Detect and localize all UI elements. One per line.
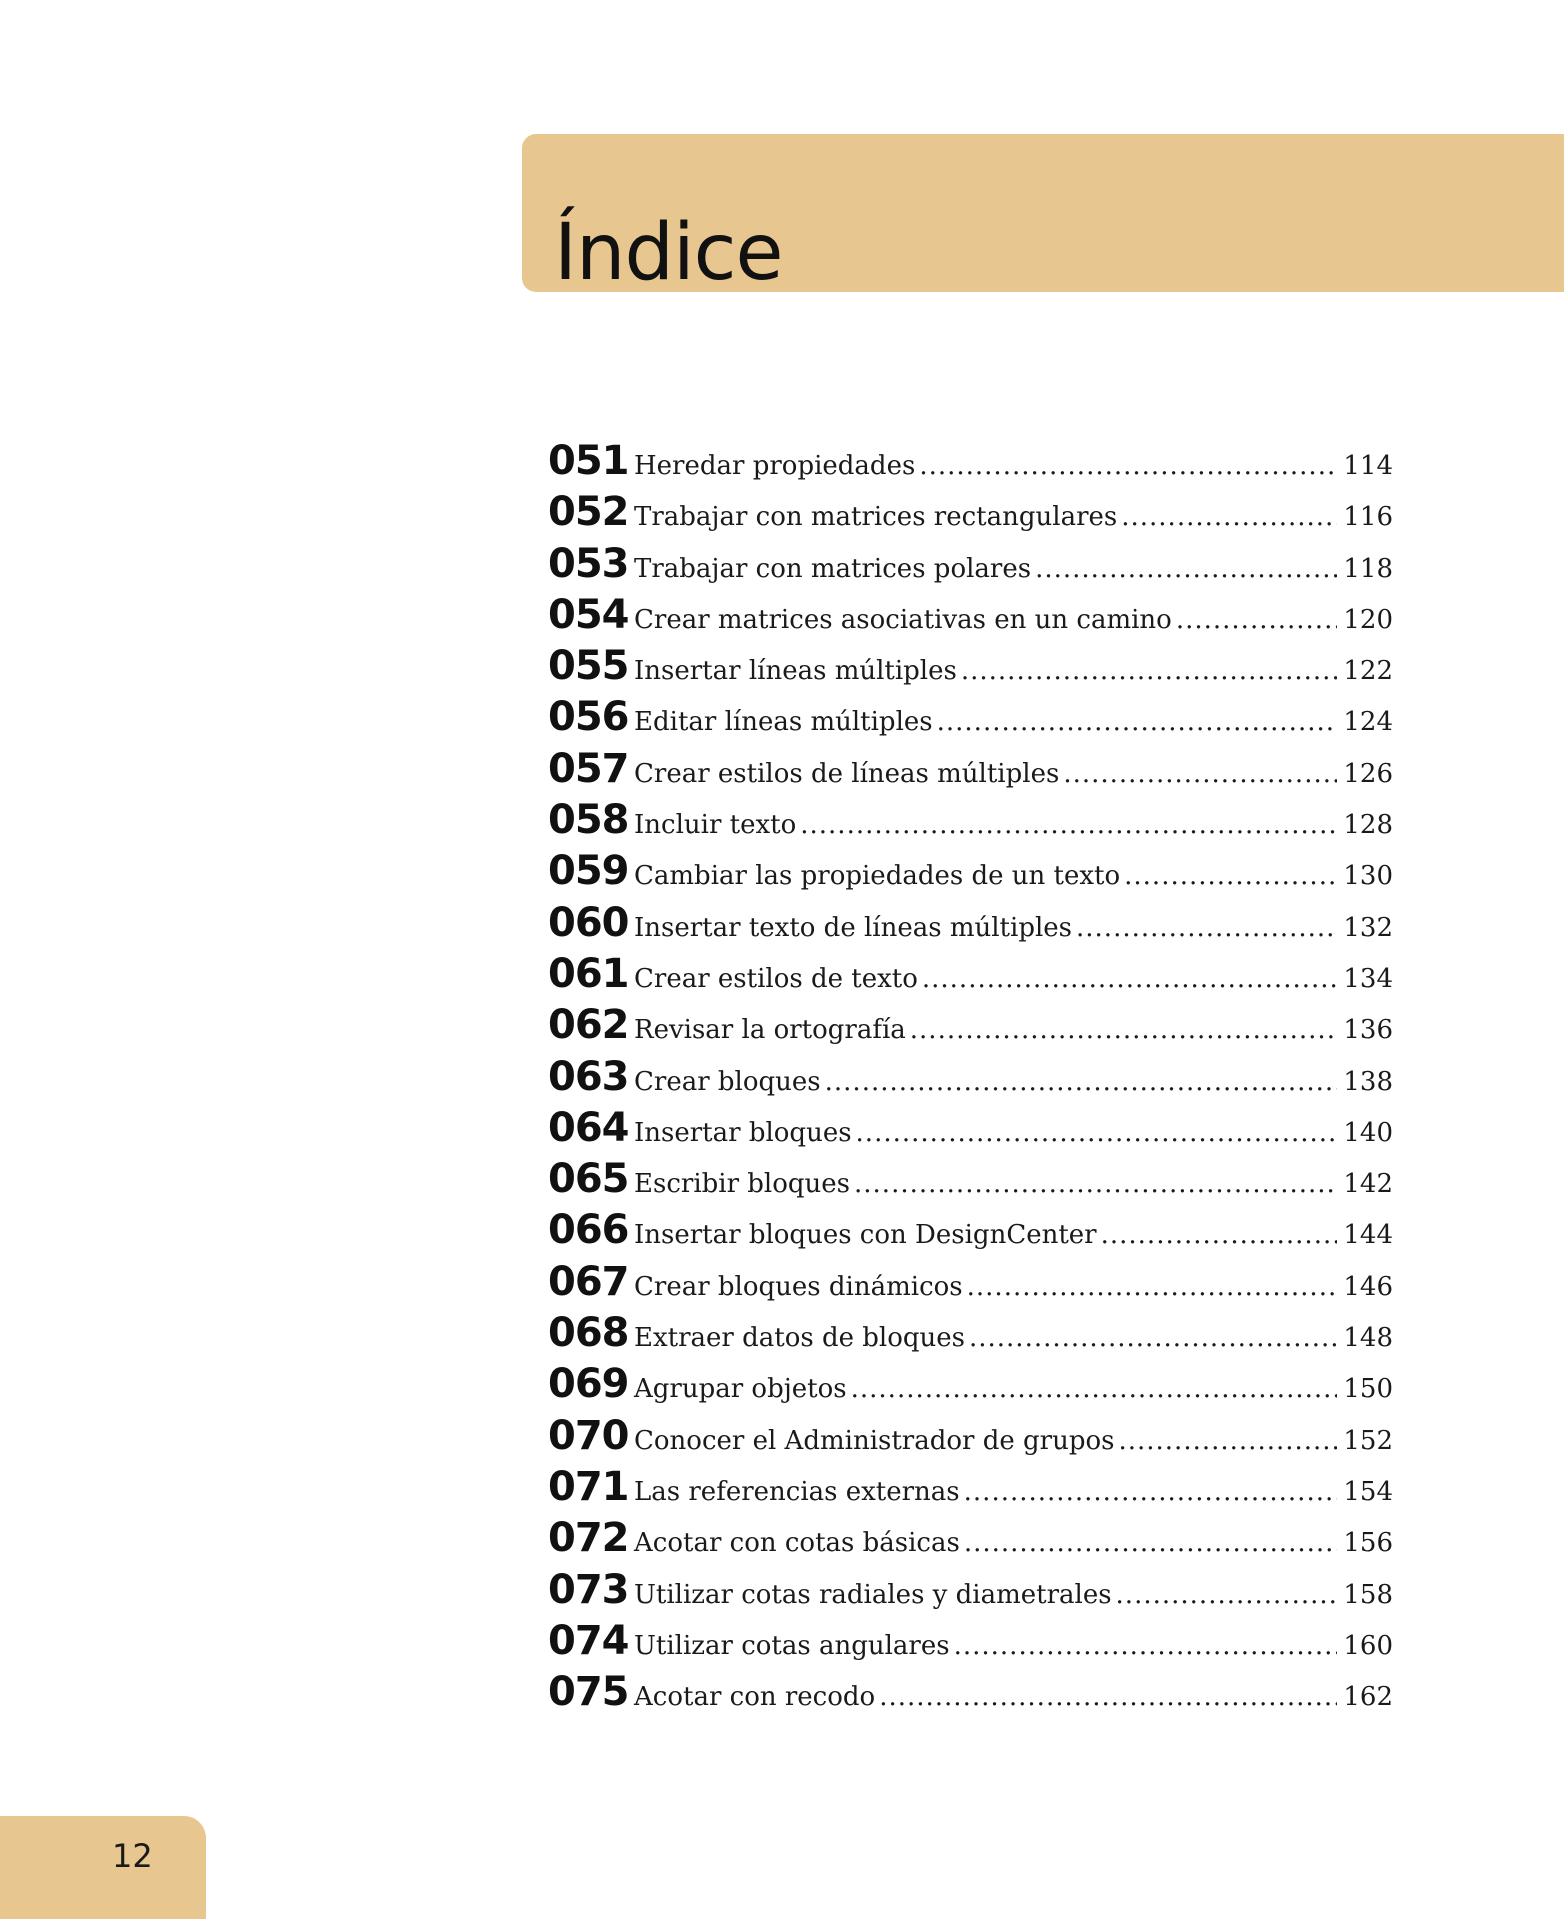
toc-row[interactable] [548,950,1393,1005]
toc-entry-title: Revisar la ortografía [634,1015,906,1046]
toc-entry-number: 064 [548,1104,629,1151]
toc-entry-page: 130 [1343,861,1393,892]
toc-entry-title: Acotar con recodo [634,1682,876,1713]
toc-entry-page: 162 [1343,1682,1393,1713]
toc-leader-dots [961,658,1338,684]
toc-entry-page: 138 [1343,1066,1393,1097]
toc-leader-dots [964,1479,1338,1505]
toc-row[interactable] [548,1156,1393,1210]
toc-leader-dots [967,1274,1338,1300]
toc-row[interactable] [548,1515,1393,1569]
toc-leader-dots [851,1376,1338,1402]
toc-entry-number: 054 [548,591,629,638]
toc-entry-title: Crear estilos de texto [634,963,918,994]
toc-leader-dots [937,709,1338,735]
toc-row[interactable] [548,1463,1393,1518]
toc-row[interactable] [548,1412,1393,1467]
page-number-tab [0,1816,206,1919]
toc-entry-page: 158 [1343,1579,1393,1610]
toc-entry-page: 114 [1343,451,1393,481]
toc-row[interactable] [548,694,1393,748]
toc-entry-number: 065 [548,1156,629,1203]
toc-entry-title: Insertar texto de líneas múltiples [634,912,1073,943]
toc-entry-number: 071 [548,1463,629,1510]
toc-entry-number: 068 [548,1310,629,1357]
toc-leader-dots [825,1069,1338,1095]
toc-entry-number: 056 [548,694,629,741]
toc-entry-number: 052 [548,489,629,536]
toc-entry-page: 120 [1343,604,1393,635]
toc-entry-number: 061 [548,950,629,997]
toc-entry-number: 062 [548,1002,629,1049]
toc-leader-dots [1121,504,1337,530]
toc-row[interactable] [548,797,1393,851]
toc-entry-page: 132 [1343,912,1393,943]
toc-entry-title: Insertar líneas múltiples [634,656,957,687]
toc-entry-page: 152 [1343,1425,1393,1456]
toc-entry-page: 140 [1343,1117,1393,1148]
toc-entry-title: Crear matrices asociativas en un camino [634,604,1172,635]
toc-entry-title: Cambiar las propiedades de un texto [634,861,1121,892]
page-number: 12 [112,1837,153,1875]
toc-row[interactable] [548,1669,1393,1723]
toc-entry-page: 136 [1343,1015,1393,1046]
toc-row[interactable] [548,1002,1393,1056]
toc-entry-number: 070 [548,1412,629,1459]
toc-entry-title: Heredar propiedades [634,451,916,481]
toc-leader-dots [922,966,1337,992]
toc-entry-page: 116 [1343,502,1393,533]
toc-entry-title: Conocer el Administrador de grupos [634,1425,1115,1456]
toc-entry-page: 142 [1343,1169,1393,1200]
toc-entry-title: Insertar bloques [634,1117,852,1148]
toc-entry-page: 122 [1343,656,1393,687]
toc-row[interactable] [548,489,1393,543]
toc-leader-dots [1176,607,1338,633]
toc-entry-page: 126 [1343,758,1393,789]
toc-row[interactable] [548,1617,1393,1672]
toc-row[interactable] [548,1310,1393,1364]
toc-entry-title: Las referencias externas [634,1476,960,1507]
toc-row[interactable] [548,1053,1393,1108]
toc-entry-number: 057 [548,745,629,792]
toc-entry-title: Editar líneas múltiples [634,707,933,738]
toc-leader-dots [964,1530,1338,1556]
toc-entry-page: 150 [1343,1374,1393,1405]
table-of-contents [548,438,1393,1723]
toc-entry-page: 124 [1343,707,1393,738]
toc-entry-number: 066 [548,1207,629,1254]
toc-leader-dots [879,1684,1337,1710]
toc-entry-title: Utilizar cotas angulares [634,1630,950,1661]
toc-row[interactable] [548,1207,1393,1261]
toc-row[interactable] [548,1361,1393,1415]
toc-entry-number: 051 [548,438,629,484]
toc-entry-number: 055 [548,643,629,690]
toc-leader-dots [1116,1582,1338,1608]
toc-entry-page: 160 [1343,1630,1393,1661]
toc-leader-dots [1035,556,1337,582]
toc-row[interactable] [548,438,1393,492]
title-band [522,134,1564,298]
toc-row[interactable] [548,643,1393,697]
toc-leader-dots [1124,863,1337,889]
toc-entry-number: 074 [548,1617,629,1664]
toc-entry-title: Crear bloques [634,1066,821,1097]
toc-entry-title: Acotar con cotas básicas [634,1528,960,1559]
toc-entry-title: Incluir texto [634,810,797,841]
toc-row[interactable] [548,848,1393,902]
toc-leader-dots [1063,761,1337,787]
toc-entry-page: 134 [1343,963,1393,994]
toc-leader-dots [1118,1428,1337,1454]
toc-entry-number: 075 [548,1669,629,1716]
toc-entry-number: 072 [548,1515,629,1562]
toc-entry-page: 144 [1343,1220,1393,1251]
toc-row[interactable] [548,1258,1393,1313]
toc-row[interactable] [548,591,1393,646]
toc-row[interactable] [548,1566,1393,1621]
page-title: Índice [554,208,783,298]
toc-entry-page: 156 [1343,1528,1393,1559]
toc-leader-dots [954,1633,1338,1659]
toc-entry-title: Escribir bloques [634,1169,851,1200]
toc-leader-dots [919,453,1337,479]
toc-leader-dots [1101,1222,1338,1248]
toc-entry-number: 059 [548,848,629,895]
toc-entry-number: 069 [548,1361,629,1408]
toc-row[interactable] [548,745,1393,800]
toc-leader-dots [910,1017,1338,1043]
toc-entry-title: Crear estilos de líneas múltiples [634,758,1060,789]
toc-leader-dots [800,812,1337,838]
toc-entry-page: 146 [1343,1271,1393,1302]
toc-entry-number: 067 [548,1258,629,1305]
toc-entry-page: 148 [1343,1323,1393,1354]
toc-leader-dots [856,1120,1338,1146]
toc-entry-number: 073 [548,1566,629,1613]
toc-row[interactable] [548,1104,1393,1159]
toc-leader-dots [1076,915,1337,941]
toc-entry-page: 118 [1343,553,1393,584]
toc-entry-title: Utilizar cotas radiales y diametrales [634,1579,1112,1610]
toc-entry-title: Trabajar con matrices polares [634,553,1032,584]
toc-entry-number: 053 [548,540,629,587]
toc-entry-title: Agrupar objetos [634,1374,847,1405]
toc-leader-dots [969,1325,1337,1351]
toc-entry-page: 154 [1343,1476,1393,1507]
toc-leader-dots [854,1171,1337,1197]
toc-entry-number: 060 [548,899,629,946]
toc-entry-title: Insertar bloques con DesignCenter [634,1220,1097,1251]
toc-entry-number: 063 [548,1053,629,1100]
toc-entry-page: 128 [1343,810,1393,841]
toc-row[interactable] [548,540,1393,595]
toc-entry-title: Extraer datos de bloques [634,1323,965,1354]
toc-entry-number: 058 [548,797,629,844]
toc-entry-title: Crear bloques dinámicos [634,1271,963,1302]
toc-row[interactable] [548,899,1393,954]
toc-entry-title: Trabajar con matrices rectangulares [634,502,1118,533]
